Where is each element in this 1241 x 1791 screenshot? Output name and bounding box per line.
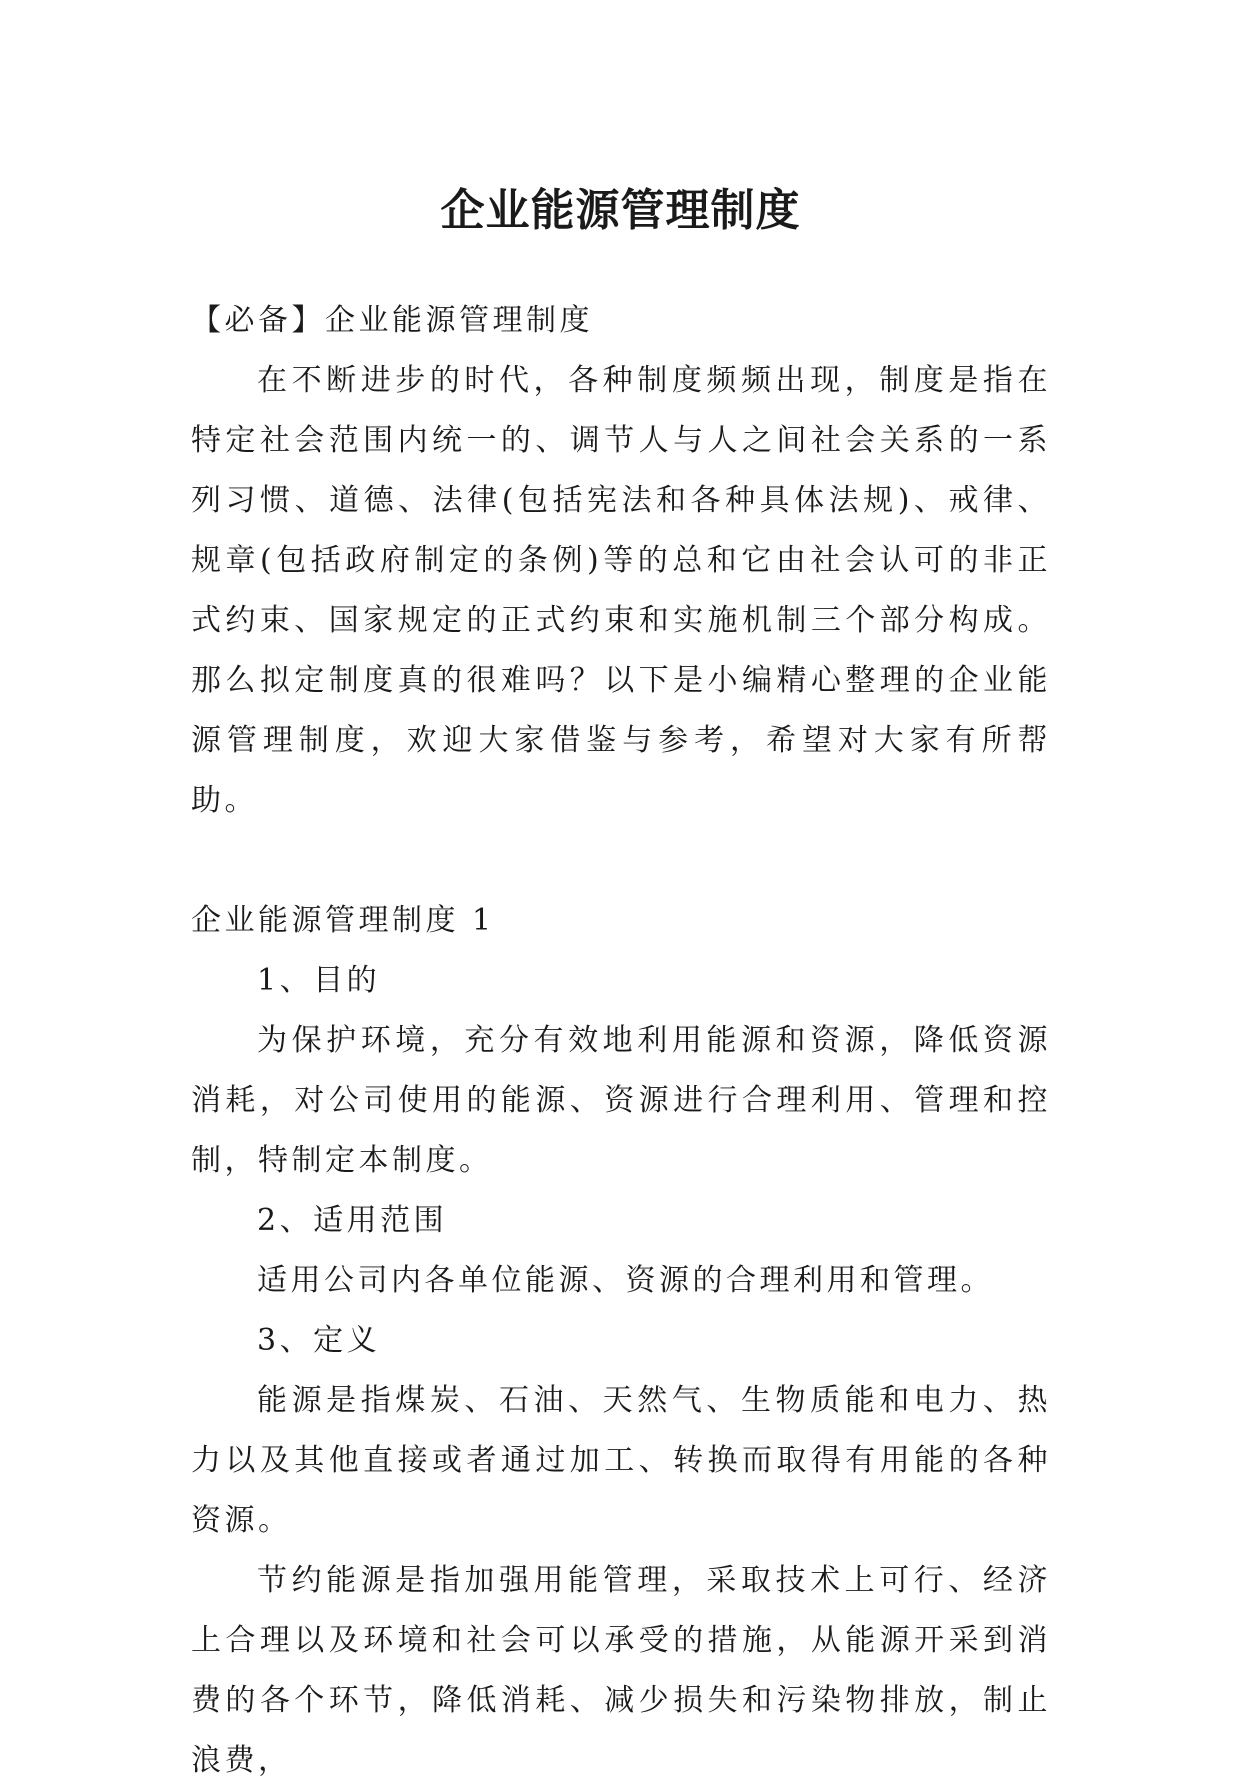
section-3-paragraph-energy: 能源是指煤炭、石油、天然气、生物质能和电力、热力以及其他直接或者通过加工、转换而取得有用能的各种资源。 <box>191 1383 1051 1538</box>
document-title: 企业能源管理制度 <box>440 185 801 237</box>
document-subtitle: 【必备】企业能源管理制度 <box>191 303 593 338</box>
section-3-paragraph-conservation: 节约能源是指加强用能管理，采取技术上可行、经济上合理以及环境和社会可以承受的措施，从能源开采到消费的各个环节，降低消耗、减少损失和污染物排放，制止浪费， <box>191 1563 1051 1778</box>
document-body <box>191 291 1051 1791</box>
section-2-heading: 2、适用范围 <box>257 1203 448 1238</box>
section-2-paragraph: 适用公司内各单位能源、资源的合理利用和管理。 <box>257 1263 994 1298</box>
section-title: 企业能源管理制度 1 <box>191 903 495 938</box>
section-3-heading: 3、定义 <box>257 1323 381 1358</box>
intro-paragraph: 在不断进步的时代，各种制度频频出现，制度是指在特定社会范围内统一的、调节人与人之间社会关系的一系列习惯、道德、法律(包括宪法和各种具体法规)、戒律、规章(包括政府制定的条例)等的总和它由社会认可的非正式约束、国家规定的正式约束和实施机制三个部分构成。那么拟定制度真的很难吗？以下是小编精心整理的企业能源管理制度，欢迎大家借鉴与参考，希望对大家有所帮助。 <box>191 363 1051 818</box>
section-1-paragraph: 为保护环境，充分有效地利用能源和资源，降低资源消耗，对公司使用的能源、资源进行合理利用、管理和控制，特制定本制度。 <box>191 1023 1051 1178</box>
section-1-heading: 1、目的 <box>257 963 381 998</box>
paragraph-spacer <box>191 831 1051 891</box>
